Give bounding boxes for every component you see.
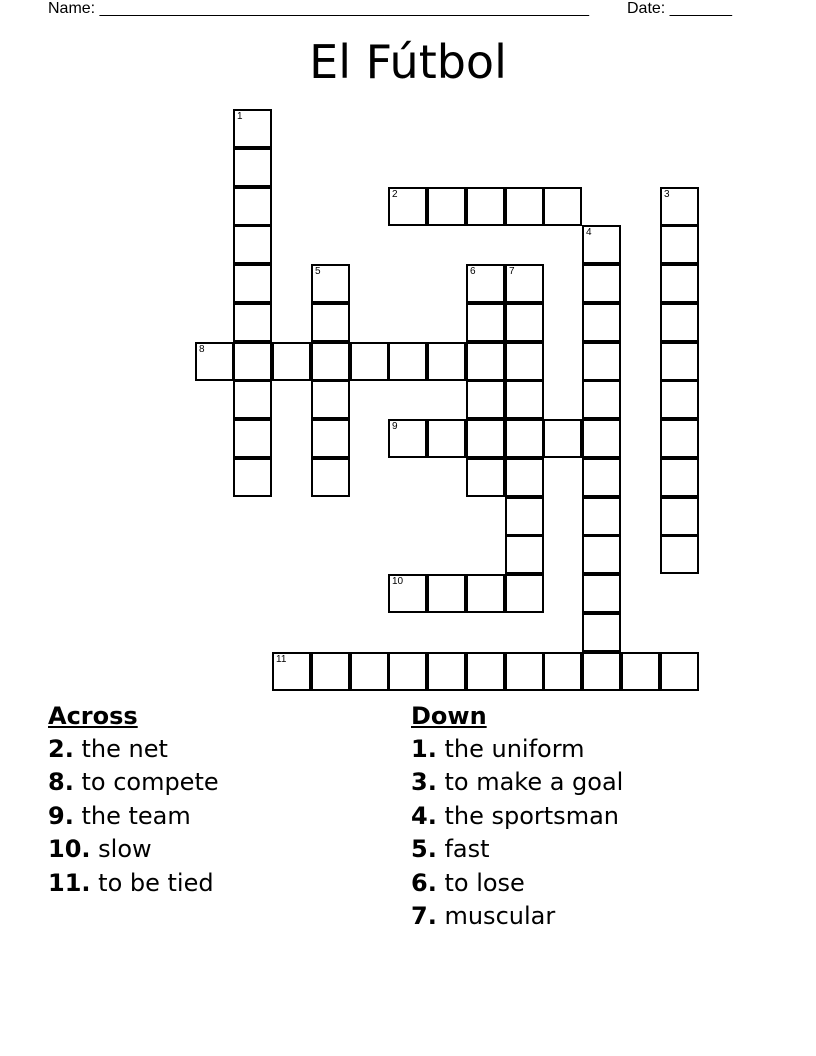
grid-cell[interactable]: [660, 458, 699, 497]
grid-cell[interactable]: [582, 342, 621, 381]
grid-cell[interactable]: [582, 264, 621, 303]
grid-cell[interactable]: [233, 342, 272, 381]
clue-number: 11: [276, 654, 287, 665]
grid-cell[interactable]: [233, 380, 272, 419]
grid-cell[interactable]: [311, 303, 350, 342]
grid-cell[interactable]: [427, 652, 466, 691]
grid-cell[interactable]: [543, 652, 582, 691]
grid-cell[interactable]: [582, 535, 621, 574]
clue-down-3: 3. to make a goal: [411, 768, 624, 797]
grid-cell[interactable]: [388, 342, 427, 381]
grid-cell[interactable]: [582, 497, 621, 536]
grid-cell[interactable]: [233, 264, 272, 303]
grid-cell[interactable]: [466, 458, 505, 497]
clue-across-11: 11. to be tied: [48, 868, 214, 897]
grid-cell[interactable]: [660, 187, 699, 226]
clue-down-1: 1. the uniform: [411, 735, 585, 763]
grid-cell[interactable]: [582, 458, 621, 497]
grid-cell[interactable]: [311, 342, 350, 381]
grid-cell[interactable]: [233, 458, 272, 497]
grid-cell[interactable]: [388, 574, 427, 613]
grid-cell[interactable]: [466, 652, 505, 691]
grid-cell[interactable]: [582, 380, 621, 419]
grid-cell[interactable]: [660, 497, 699, 536]
grid-cell[interactable]: [427, 574, 466, 613]
grid-cell[interactable]: [195, 342, 234, 381]
grid-cell[interactable]: [660, 264, 699, 303]
grid-cell[interactable]: [233, 148, 272, 187]
grid-cell[interactable]: [388, 419, 427, 458]
grid-cell[interactable]: [582, 303, 621, 342]
grid-cell[interactable]: [427, 342, 466, 381]
grid-cell[interactable]: [505, 574, 544, 613]
grid-cell[interactable]: [466, 419, 505, 458]
clue-number: 8: [199, 344, 205, 355]
page-title: El Fútbol: [309, 35, 507, 89]
name-line: Name: _______________________________________________________: [48, 0, 589, 17]
grid-cell[interactable]: [660, 303, 699, 342]
clue-down-7: 7. muscular: [411, 901, 556, 930]
clue-across-9: 9. the team: [48, 801, 191, 830]
grid-cell[interactable]: [660, 342, 699, 381]
grid-cell[interactable]: [233, 187, 272, 226]
grid-cell[interactable]: [582, 652, 621, 691]
grid-cell[interactable]: [466, 264, 505, 303]
grid-cell[interactable]: [311, 652, 350, 691]
clue-number: 5: [315, 266, 321, 277]
grid-cell[interactable]: [505, 419, 544, 458]
down-heading: Down: [411, 702, 487, 730]
grid-cell[interactable]: [621, 652, 660, 691]
grid-cell[interactable]: [466, 380, 505, 419]
grid-cell[interactable]: [233, 109, 272, 148]
grid-cell[interactable]: [466, 187, 505, 226]
clue-number: 2: [392, 189, 398, 200]
across-clues: [48, 701, 219, 901]
grid-cell[interactable]: [466, 303, 505, 342]
grid-cell[interactable]: [311, 264, 350, 303]
grid-cell[interactable]: [350, 652, 389, 691]
grid-cell[interactable]: [505, 187, 544, 226]
clue-number: 4: [586, 227, 592, 238]
grid-cell[interactable]: [311, 419, 350, 458]
grid-cell[interactable]: [505, 458, 544, 497]
clue-across-2: 2. the net: [48, 735, 168, 763]
grid-cell[interactable]: [660, 652, 699, 691]
grid-cell[interactable]: [272, 652, 311, 691]
clue-number: 10: [392, 576, 404, 587]
grid-cell[interactable]: [466, 574, 505, 613]
grid-cell[interactable]: [272, 342, 311, 381]
clue-number: 1: [237, 111, 243, 122]
clue-number: 7: [509, 266, 515, 277]
grid-cell[interactable]: [427, 187, 466, 226]
clue-number: 6: [470, 266, 476, 277]
grid-cell[interactable]: [505, 535, 544, 574]
grid-cell[interactable]: [388, 187, 427, 226]
grid-cell[interactable]: [660, 225, 699, 264]
clue-number: 3: [664, 189, 670, 200]
grid-cell[interactable]: [466, 342, 505, 381]
grid-cell[interactable]: [233, 225, 272, 264]
clue-across-10: 10. slow: [48, 835, 152, 864]
grid-cell[interactable]: [543, 187, 582, 226]
grid-cell[interactable]: [582, 574, 621, 613]
grid-cell[interactable]: [388, 652, 427, 691]
grid-cell[interactable]: [505, 497, 544, 536]
across-heading: Across: [48, 702, 138, 730]
grid-cell[interactable]: [660, 380, 699, 419]
clue-across-8: 8. to compete: [48, 768, 219, 797]
grid-cell[interactable]: [311, 380, 350, 419]
grid-cell[interactable]: [350, 342, 389, 381]
grid-cell[interactable]: [233, 419, 272, 458]
clue-down-5: 5. fast: [411, 835, 490, 864]
grid-cell[interactable]: [505, 652, 544, 691]
grid-cell[interactable]: [582, 419, 621, 458]
grid-cell[interactable]: [660, 419, 699, 458]
grid-cell[interactable]: [543, 419, 582, 458]
grid-cell[interactable]: [660, 535, 699, 574]
grid-cell[interactable]: [505, 264, 544, 303]
grid-cell[interactable]: [233, 303, 272, 342]
down-clues: [411, 701, 623, 934]
grid-cell[interactable]: [582, 613, 621, 652]
grid-cell[interactable]: [505, 380, 544, 419]
clue-number: 9: [392, 421, 398, 432]
grid-cell[interactable]: [505, 303, 544, 342]
clue-down-4: 4. the sportsman: [411, 801, 619, 830]
clue-down-6: 6. to lose: [411, 868, 525, 897]
grid-cell[interactable]: [582, 225, 621, 264]
date-line: Date: _______: [627, 0, 732, 17]
grid-cell[interactable]: [311, 458, 350, 497]
grid-cell[interactable]: [505, 342, 544, 381]
grid-cell[interactable]: [427, 419, 466, 458]
